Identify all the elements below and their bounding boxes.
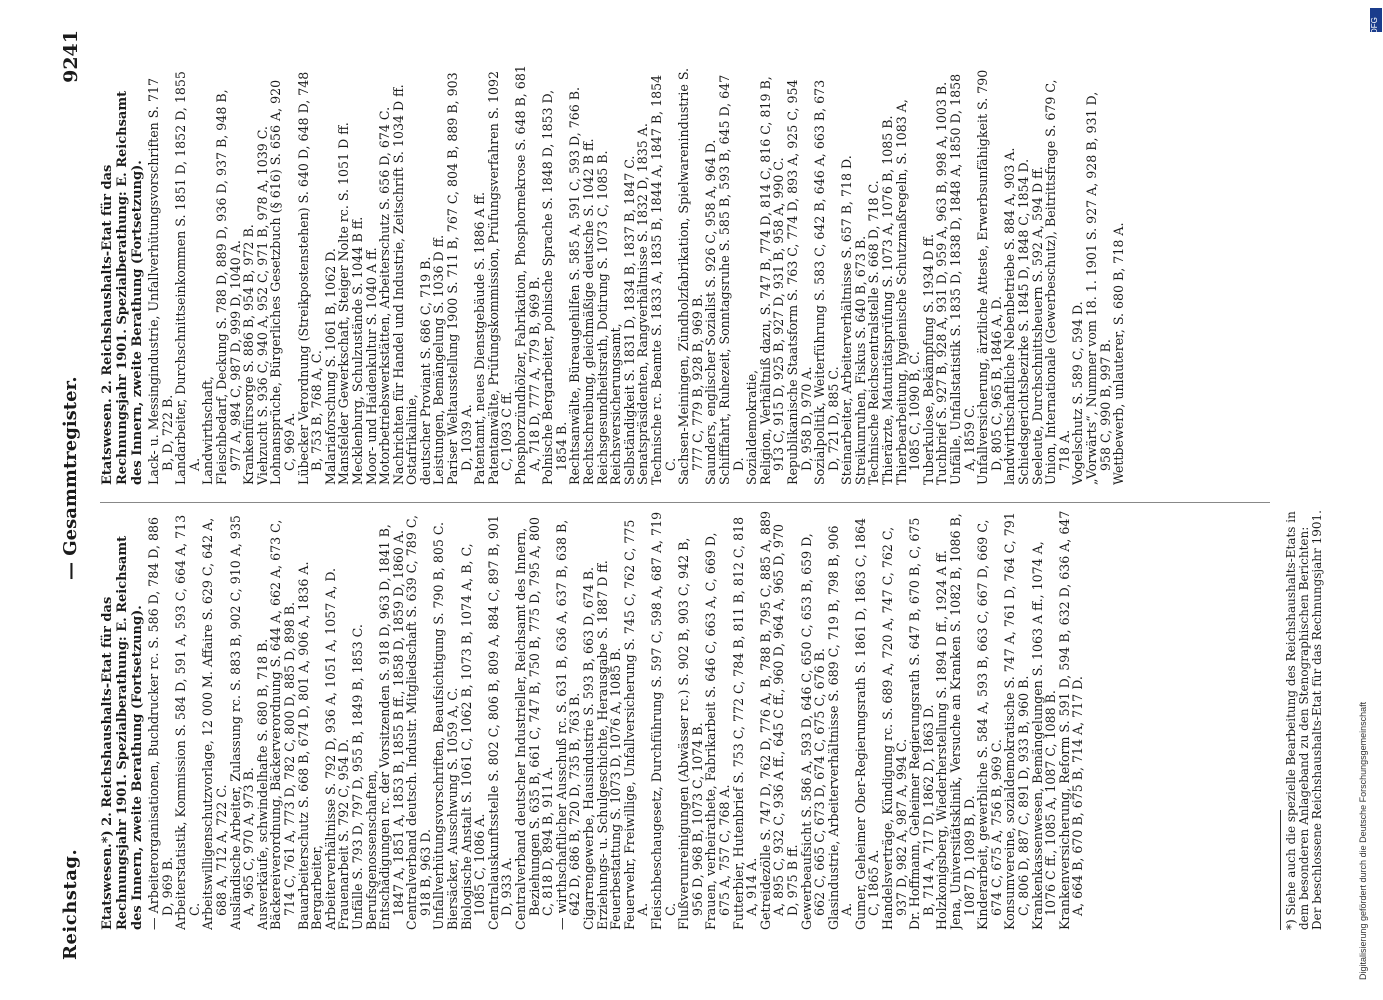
digitization-credit-text: Digitalisierung gefördert durch die Deutsche Forschungsgemeinschaft <box>1358 701 1368 980</box>
right-column <box>100 65 1273 485</box>
left-column-title: Etatswesen.*) 2. Reichshaushalts-Etat für das Rechnungsjahr 1901. Spezialberathung: E. Reichsamt des Innern, zweite Berathung (Fortsetzung). <box>100 535 145 930</box>
register-entry: Sozialpolitik, Weiterführung S. 583 C, 642 B, 646 A, 663 B, 673 D, 721 D, 885 C. <box>812 79 841 485</box>
register-entry: Konsumvereine, sozialdemokratische S. 747 A, 761 D, 764 C, 791 C, 806 D, 887 C, 891 D, 933 B, 960 B. <box>1002 512 1031 930</box>
register-entry: Krankenversicherung, Reform S. 591 D, 594 B, 632 D, 636 A, 647 A, 664 B, 670 B, 675 B, 714 A, 717 D. <box>1056 510 1086 930</box>
register-entry: Polnische Bergarbeiter, polnische Sprache S. 1848 D, 1853 D, 1854 B. <box>540 89 569 485</box>
register-entry: Arbeiterstatistik, Kommission S. 584 D, 591 A, 593 C, 664 A, 713 C. <box>173 514 202 930</box>
register-entry: Arbeitswilligenschutzvorlage, 12 000 M. Affaire S. 629 C, 642 A, 688 A, 712 A, 722 C. <box>200 517 229 930</box>
register-entry: Holzkonigsberg, Wiederherstellung S. 1894 D ff., 1924 A ff. <box>934 550 950 930</box>
left-entries <box>147 510 1085 930</box>
register-entry: Cigarrengewerbe, Hausindustrie S. 593 B, 663 D, 674 B. <box>581 566 596 930</box>
footnote-text: *) Siehe auch die spezielle Bearbeitung des Reichshaushalts-Etats in dem besonderen Anlageband zu den Stenographischen Berichten: Der beschlossene Reichshaushalts-Etat für das Rechnungsjahr 1901. <box>1284 510 1324 930</box>
register-entry: Republikanische Staatsform S. 763 C, 774 D, 893 A, 925 C, 954 D, 958 D, 970 A. <box>784 79 814 485</box>
register-entry: Gewerbeaufsicht S. 586 A, 593 D, 646 C, 650 C, 653 B, 659 D, 662 C, 665 C, 673 D, 674 C, 675 C, 676 B. <box>798 533 828 930</box>
register-entry: Technische Reichscentralstelle S. 668 D, 718 C. <box>866 180 882 485</box>
page-header <box>60 0 100 1000</box>
register-entry: Schiedsgerichtsbezirke S. 1845 D, 1848 C, 1854 D. <box>1016 158 1031 485</box>
register-entry: Reichsversicherungsamt, <box>608 323 624 485</box>
register-entry: Pariser Weltausstellung 1900 S. 711 B, 767 C, 804 B, 889 B, 903 D, 1039 A. <box>445 72 474 485</box>
register-entry: Sachsen-Meiningen, Zündholzfabrikation, Spielwarenindustrie S. 777 C, 779 B, 928 B, 969 B. <box>676 67 705 485</box>
register-entry: Union, Internationale (Gewerbeschutz), Beitrittsfrage S. 679 C, 718 A. <box>1043 79 1072 485</box>
register-entry: Krankenkassenwesen, Bemängelungen S. 1063 A ff., 1074 A, 1076 C ff., 1085 A, 1087 C, 1088 B. <box>1029 541 1059 930</box>
header-center: — Gesammtregister. <box>60 376 81 580</box>
register-entry: Jena, Universitätsklinik, Versuche an Kranken S. 1082 B, 1086 B, 1087 D, 1089 B, D. <box>948 513 977 930</box>
register-entry: Frauen, verheirathete, Fabrikarbeit S. 646 C, 663 A, C, 669 D, 675 A, 757 C, 768 A. <box>703 532 732 930</box>
register-entry: Centralverband deutsch. Industr. Mitgliedschaft S. 639 C, 789 C, 918 B, 963 D. <box>404 514 433 930</box>
register-entry: Biologische Anstalt S. 1061 C, 1062 B, 1073 B, 1074 A, B, C, 1085 C, 1086 A. <box>458 543 488 930</box>
register-entry: Fleischbeschaugesetz, Durchführung S. 597 C, 598 A, 687 A, 719 C. <box>648 511 678 930</box>
register-entry: Frauenarbeit S. 792 C, 954 D. <box>336 738 352 930</box>
register-entry: Sozialdemokratie, <box>744 369 760 485</box>
register-entry: Futterbier, Hutenbrief S. 753 C, 772 C, 784 B, 811 B, 812 C, 818 A, 914 A. <box>730 516 760 930</box>
register-entry: Moor- und Haidenkultur S. 1040 A ff. <box>363 247 379 485</box>
register-entry: deutscher Proviant S. 686 C, 719 B. <box>417 256 433 485</box>
register-entry: Lübecker Verordnung (Streikpostenstehen) S. 640 D, 648 D, 748 B, 753 B, 768 A, C. <box>295 71 325 485</box>
register-entry: Glasindustrie, Arbeiterverhältnisse S. 689 C, 719 B, 798 B, 906 A. <box>825 525 855 930</box>
register-entry: Dr. Hoffmann, Geheimer Regierungsrath S. 647 B, 670 B, C, 675 B, 714 A, 717 D, 1862 D, 1863 D. <box>907 517 936 930</box>
register-entry: Krankenfürsorge S. 886 B, 954 B, 972 B. <box>241 224 257 485</box>
register-entry: Feuerbestattung S. 1073 D, 1076 A, 1085 B. <box>608 647 624 930</box>
dfg-logo-text: DFG <box>1370 17 1379 34</box>
register-entry: Patentanwälte, Prüfungskommission, Prüfungsverfahren S. 1092 C, 1093 C ff. <box>485 70 515 485</box>
register-entry: Wettbewerb, unlauterer, S. 680 B, 718 A. <box>1111 222 1127 485</box>
register-entry: „Vorwärts“, Nummer vom 18. 1. 1901 S. 927 A, 928 B, 931 D, 958 C, 990 B, 997 B. <box>1083 91 1113 485</box>
register-entry: Seeleute, Durchschnittsheuern S. 592 A, 594 D ff. <box>1029 166 1045 485</box>
register-entry: Fleischbedarf, Deckung S. 788 D, 889 D, 936 D, 937 B, 948 B, 977 A, 984 C, 987 D, 999 D, 1040 A. <box>213 89 243 485</box>
register-entry: Ausverkäufe, schwindelhafte S. 680 B, 718 B. <box>254 638 270 930</box>
register-entry: Thierärzte, Maturitätsprüfung S. 1073 A, 1076 B, 1085 B. <box>880 115 896 485</box>
register-entry: Selbständigkeit S. 1831 D, 1834 B, 1837 B, 1847 C. <box>621 155 637 485</box>
register-entry: Leistungen, Bemängelung S. 1036 D ff. <box>431 234 447 485</box>
register-entry: Ausländische Arbeiter, Zulassung rc. S. 883 B, 902 C, 910 A, 935 A, 965 C, 970 A, 973 B. <box>227 515 257 930</box>
register-entry: Vogelschutz S. 589 C, 594 D. <box>1070 301 1086 485</box>
register-entry: landwirthschaftliche Nebenbetriebe S. 884 A, 903 A. <box>1002 147 1018 485</box>
register-entry: Getreidezölle S. 747 D, 762 D, 776 A, B, 788 B, 795 C, 885 A, 889 A, 895 C, 932 C, 936 A ff., 645 C ff., 960 D, 964 A, 965 D, 970 D, 975 B ff. <box>757 510 800 930</box>
register-entry: Bäckereiverordnung, Bäckerverordnung S. 644 A, 662 A, 673 C, 714 C, 761 A, 773 D, 782 C, 800 D, 885 D, 898 B. <box>268 519 297 930</box>
register-entry: Rechtschreibung, gleichmäßige deutsche S. 1042 B ff. <box>581 138 596 485</box>
register-entry: Unfälle S. 793 D, 797 D, 955 B, 1849 B, 1853 C. <box>349 624 365 930</box>
register-entry: Feuerwehr, Freiwillige, Unfallversicherung S. 745 C, 762 C, 775 A. <box>621 519 651 930</box>
register-entry: Reichsgesundheitsrath, Dotirung S. 1073 C, 1085 B. <box>594 150 610 485</box>
register-entry: Streikunruhen, Fiskus S. 640 B, 673 B. <box>852 235 868 485</box>
register-entry: Motorbetriebswerkstätten, Arbeiterschutz S. 656 D, 674 C. <box>377 106 393 485</box>
register-entry: Patentamt, neues Dienstgebäude S. 1886 A ff. <box>472 192 488 485</box>
register-entry: Rechtsanwälte, Büreaugehilfen S. 585 A, 591 C, 593 D, 766 B. <box>567 87 583 485</box>
register-entry: Mansfelder Gewerkschaft, Steiger Nolte rc. S. 1051 D ff. <box>336 122 352 485</box>
register-entry: Bauarbeiterschutz S. 668 B, 674 D, 801 A, 906 A, 1836 A. <box>295 561 311 930</box>
register-entry: Landwirthschaft, <box>200 376 216 485</box>
register-entry: Biersäcker, Ausschwung S. 1059 A, C. <box>445 687 461 930</box>
page-number: 9241 <box>60 30 82 83</box>
register-entry: Unfallversicherung, ärztliche Atteste, Erwerbsunfähigkeit S. 790 D, 805 C, 965 B, 1846 A, D. <box>975 69 1004 485</box>
register-entry: Tuchbrief S. 927 B, 928 A, 931 D, 959 A, 963 B, 998 A, 1003 B. <box>934 81 950 485</box>
register-entry: Handelsverträge, Kündigung rc. S. 689 A, 720 A, 747 C, 762 C, 937 D, 982 A, 987 A, 994 C. <box>880 526 909 930</box>
register-entry: Viehzucht S. 936 C, 940 A, 952 C, 971 B, 978 A, 1039 C. <box>254 126 270 485</box>
register-entry: Saunders, englischer Sozialist S. 926 C, 958 A, 964 D. <box>703 139 719 485</box>
right-entries <box>147 65 1126 485</box>
register-entry: Schifffahrt, Ruhezeit, Sonntagsruhe S. 585 B, 593 B, 645 D, 647 D. <box>716 74 746 485</box>
right-column-title: Etatswesen. 2. Reichshaushalts-Etat für das Rechnungsjahr 1901. Spezialberathung: E. Reichsamt des Innern, zweite Berathung (Fortsetzung). <box>100 90 145 485</box>
register-entry: Gumer, Geheimer Ober-Regierungsrath S. 1861 D, 1863 C, 1864 C, 1865 A. <box>852 518 882 930</box>
register-entry: Ostafrikalinie, <box>404 394 420 485</box>
dfg-logo <box>1370 8 1382 32</box>
register-entry: Tuberkulose, Bekämpfung S. 1934 D ff. <box>920 234 936 485</box>
register-entry: Bergarbeiter, <box>309 844 325 930</box>
register-entry: Thierbearbeitung, hygienische Schutzmaßregeln, S. 1083 A, 1085 C, 1090 B, C. <box>893 99 923 485</box>
register-entry: Senatspräsidenten, Rangverhältnisse S. 1832 D, 1835 A. <box>635 123 651 485</box>
register-entry: — Arbeiterorganisationen, Buchdrucker rc. S. 586 D, 784 D, 886 D, 969 B. <box>146 517 175 930</box>
register-entry: Erziehungs- u. Schulgeschichte, Herausgabe S. 1887 D ff. <box>594 560 610 930</box>
digitization-credit <box>1358 17 1380 980</box>
register-entry: Steinarbeiter, Arbeiterverhältnisse S. 657 B, 718 D. <box>839 155 855 485</box>
register-entry: Centralverband deutscher Industrieller, Reichsamt des Innern, Beziehungen S. 635 B, 661 C, 747 B, 750 B, 775 D, 795 A, 800 C, 818 D, 894 B, 911 A. <box>513 517 556 930</box>
register-entry: Centralauskunftsstelle S. 802 C, 806 B, 809 A, 884 C, 897 B, 901 D, 933 A. <box>485 515 515 930</box>
register-entry: Malariaforschung S. 1061 B, 1062 D. <box>322 248 338 485</box>
register-entry: Religion, Verhältniß dazu, S. 747 B, 774 D, 814 C, 816 C, 819 B, 913 C, 915 D, 925 B, 927 D, 931 B, 958 A, 990 C. <box>757 76 787 485</box>
register-entry: Kinderarbeit, gewerbliche S. 584 A, 593 B, 663 C, 667 D, 669 C, 674 C, 675 A, 756 B, 969 C. <box>975 519 1004 930</box>
register-entry: Berufsgenossenschaften, <box>363 769 379 930</box>
header-left: Reichstag. <box>60 848 81 960</box>
register-entry: Lack- u. Messingindustrie, Unfallverhütungsvorschriften S. 717 B, D, 722 B. <box>146 78 175 485</box>
column-divider <box>100 502 1270 503</box>
left-column <box>100 510 1273 930</box>
register-entry: Landarbeiter, Durchschnittseinkommen S. 1851 D, 1852 D, 1855 A. <box>173 71 202 485</box>
register-entry: — wirthschaftlicher Ausschuß rc. S. 631 B, 636 A, 637 B, 638 B, 642 D, 686 B, 720 D, 735 B, 763 B. <box>553 519 583 930</box>
register-entry: Mecklenburg, Schulzustände S. 1044 B ff. <box>349 216 365 485</box>
register-entry: Arbeiterverhältnisse S. 792 D, 936 A, 1051 A, 1057 A, D. <box>322 568 338 930</box>
footnote <box>1280 510 1324 930</box>
register-entry: Phosphorzündhölzer, Fabrikation, Phosphornekrose S. 648 B, 681 A, 718 D, 777 A, 779 B, 969 B. <box>513 65 542 485</box>
register-entry: Nachrichten für Handel und Industrie, Zeitschrift S. 1034 D ff. <box>390 84 406 485</box>
register-entry: Unfallverhütungsvorschriften, Beaufsichtigung S. 790 B, 805 C. <box>431 521 447 930</box>
footnote-rule <box>1280 810 1281 930</box>
register-entry: Technische rc. Beamte S. 1833 A, 1835 B, 1844 A, 1847 B, 1854 C. <box>648 74 678 485</box>
register-entry: Entschädigungen rc. der Vorsitzenden S. 918 D, 963 D, 1841 B, 1847 A, 1851 A, 1853 B, 1855 B ff., 1858 D, 1859 D, 1860 A. <box>377 524 406 930</box>
register-entry: Flußverunreinigungen (Abwässer rc.) S. 902 B, 903 C, 942 B, 956 D, 968 B, 1073 C, 1074 B. <box>676 537 705 930</box>
register-entry: Lohnansprüche, Bürgerliches Gesetzbuch (§ 616) S. 656 A, 920 C, 969 A. <box>268 79 297 485</box>
register-entry: Unfälle, Unfallstatistik S. 1835 D, 1838 D, 1848 A, 1850 D, 1858 A, 1859 C. <box>948 73 977 485</box>
